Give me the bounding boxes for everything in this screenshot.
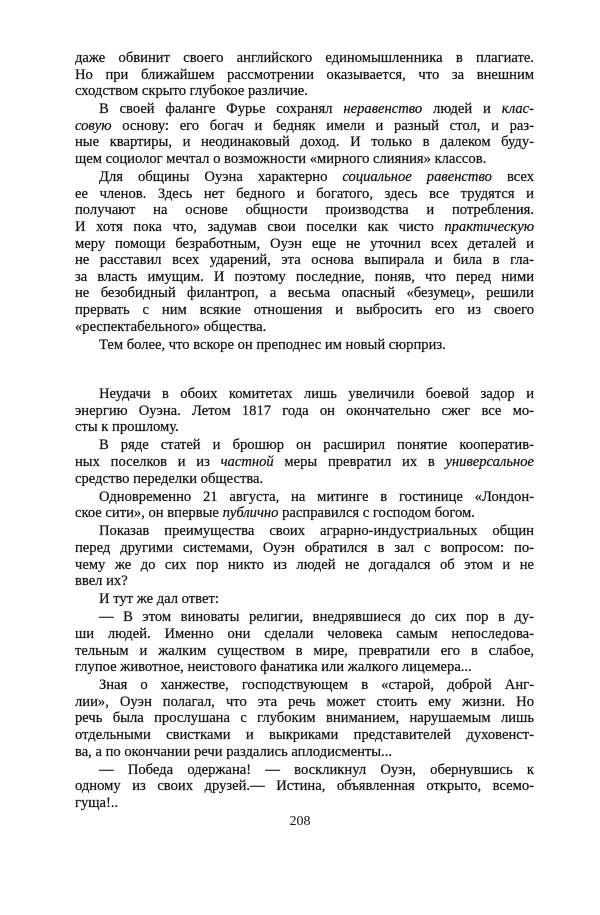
text: сходством скрыто глубокое различие.: [75, 83, 308, 100]
text: основу: его богач и бедняк имели и разный стол, и раз-: [111, 117, 534, 134]
text: Зная о ханжестве, господствующем в «старой, доброй Анг-: [99, 677, 534, 694]
text-line: [75, 219, 534, 236]
text: — Победа одержана! — воскликнул Оуэн, обернувшись к: [99, 761, 534, 778]
text: даже обвинит своего английского единомышленника в плагиате.: [75, 50, 534, 66]
text: чему же до сих пор никто из людей не догадался об этом и не: [75, 556, 534, 573]
italic-text: совую: [75, 117, 112, 134]
text: сты к прошлому.: [75, 419, 179, 436]
text: ши людей. Именно они сделали человека самым непоследова-: [75, 626, 534, 642]
text: глупое животное, неистового фанатика или жалкого лицемера...: [75, 659, 472, 676]
text-line: [75, 302, 534, 319]
text-line: [75, 489, 534, 506]
text-line: [75, 505, 534, 522]
paragraph: [75, 762, 534, 812]
text-section: [75, 50, 534, 353]
text-line: [75, 573, 534, 590]
text-line: [75, 591, 534, 608]
text-line: [75, 419, 534, 436]
text: лии», Оуэн полагал, что эта речь может стоить ему жизни. Но: [75, 693, 534, 710]
text-line: [75, 710, 534, 727]
text-line: [75, 694, 534, 711]
text-line: [75, 523, 534, 540]
text: отдельными свистками и выкриками представителей духовенст-: [75, 727, 534, 744]
text-line: [75, 778, 534, 795]
text: одному из своих друзей.— Истина, объявленная открыто, всемо-: [75, 778, 534, 795]
text: не расставил всех ударений, эта основа выпирала и била в гла-: [75, 252, 534, 269]
text: энергию Оуэна. Летом 1817 года он окончательно сжег все мо-: [75, 402, 534, 419]
text-line: [75, 67, 534, 84]
text: меры превратил их в: [273, 454, 446, 471]
text: Одновременно 21 августа, на митинге в гостинице «Лондон-: [99, 488, 534, 505]
text-line: [75, 744, 534, 761]
text-line: [75, 643, 534, 660]
italic-text: неравенство: [343, 101, 423, 118]
text-line: [75, 101, 534, 118]
text: за власть имущим. И поэтому последние, поняв, что перед ними: [75, 268, 534, 285]
text: «респектабельного» общества.: [75, 318, 267, 335]
text: средство переделки общества.: [75, 470, 264, 487]
text-line: [75, 50, 534, 67]
text-line: [75, 437, 534, 454]
text-line: [75, 269, 534, 286]
text-line: [75, 403, 534, 420]
text: ввел их?: [75, 573, 128, 590]
paragraph: [75, 609, 534, 675]
text: Но при ближайшем рассмотрении оказывается, что за внешним: [75, 66, 534, 83]
text: Тем более, что вскоре он преподнес им новый сюрприз.: [99, 336, 446, 353]
paragraph: [75, 386, 534, 436]
text-line: [75, 285, 534, 302]
italic-text: практическую: [444, 218, 534, 235]
book-page-text: [75, 50, 534, 813]
text: расправился с господом богом.: [278, 505, 475, 522]
paragraph: [75, 101, 534, 167]
text-line: [75, 762, 534, 779]
text-line: [75, 795, 534, 812]
text-line: [75, 134, 534, 151]
text-section: [75, 386, 534, 811]
text: ее членов. Здесь нет бедного и богатого, здесь все трудятся и: [75, 185, 534, 202]
text: И хотя пока что, задумав свои поселки как чисто: [75, 218, 445, 235]
text-line: [75, 609, 534, 626]
paragraph: [75, 437, 534, 487]
text: речь была прослушана с глубоким вниманием, нарушаемым лишь: [75, 710, 534, 727]
text-line: [75, 319, 534, 336]
paragraph: [75, 337, 534, 354]
text: ва, а по окончании речи раздались аплодисменты...: [75, 743, 393, 760]
italic-text: универсальное: [445, 454, 534, 471]
text-line: [75, 471, 534, 488]
text: — В этом виноваты религии, внедрявшиеся до сих пор в ду-: [99, 609, 534, 626]
text-line: [75, 557, 534, 574]
text-line: [75, 727, 534, 744]
text: получают на основе общности производства и потребления.: [75, 202, 534, 219]
text: Неудачи в обоих комитетах лишь увеличили боевой задор и: [99, 386, 534, 403]
text-line: [75, 540, 534, 557]
text: тельным и жалким существом в мире, превратили его в слабое,: [75, 642, 534, 659]
text: ных поселков и из: [75, 454, 221, 471]
italic-text: клас-: [501, 101, 534, 118]
text: гуща!..: [75, 794, 119, 811]
text-line: [75, 252, 534, 269]
paragraph: [75, 169, 534, 335]
text-line: [75, 202, 534, 219]
text-line: [75, 118, 534, 135]
text-line: [75, 386, 534, 403]
text: В своей фаланге Фурье сохранял: [99, 101, 344, 118]
text: ское сити», он впервые: [75, 505, 223, 522]
text-line: [75, 626, 534, 643]
text: всех: [491, 169, 534, 186]
paragraph: [75, 591, 534, 608]
italic-text: публично: [222, 505, 279, 522]
text-line: [75, 169, 534, 186]
text: ные квартиры, и неодинаковый доход. И только в далеком буду-: [75, 134, 534, 151]
text: Для общины Оуэна характерно: [99, 169, 343, 186]
text: И тут же дал ответ:: [99, 591, 219, 608]
text: щем социолог мечтал о возможности «мирного слияния» классов.: [75, 151, 487, 168]
text-line: [75, 337, 534, 354]
text-line: [75, 151, 534, 168]
text-line: [75, 677, 534, 694]
page-number: 208: [289, 814, 311, 829]
paragraph: [75, 50, 534, 100]
text-line: [75, 83, 534, 100]
text: перед другими системами, Оуэн обратился в зал с вопросом: по-: [75, 540, 534, 557]
text-line: [75, 236, 534, 253]
text: Показав преимущества своих аграрно-индустриальных общин: [99, 523, 534, 540]
text: прервать с ним всякие отношения и выбросить его из своего: [75, 301, 534, 318]
italic-text: частной: [220, 454, 274, 471]
text: В ряде статей и брошюр он расширил понятие кооператив-: [99, 437, 534, 454]
text-line: [75, 659, 534, 676]
paragraph: [75, 523, 534, 589]
paragraph: [75, 489, 534, 522]
text: людей и: [422, 101, 502, 118]
paragraph: [75, 677, 534, 760]
text-line: [75, 186, 534, 203]
italic-text: социальное равенство: [342, 169, 492, 186]
text: не безобидный филантроп, а весьма опасный «безумец», решили: [75, 285, 534, 302]
text-line: [75, 454, 534, 471]
text: меру помощи безработным, Оуэн еще не уточнил всех деталей и: [75, 235, 534, 252]
